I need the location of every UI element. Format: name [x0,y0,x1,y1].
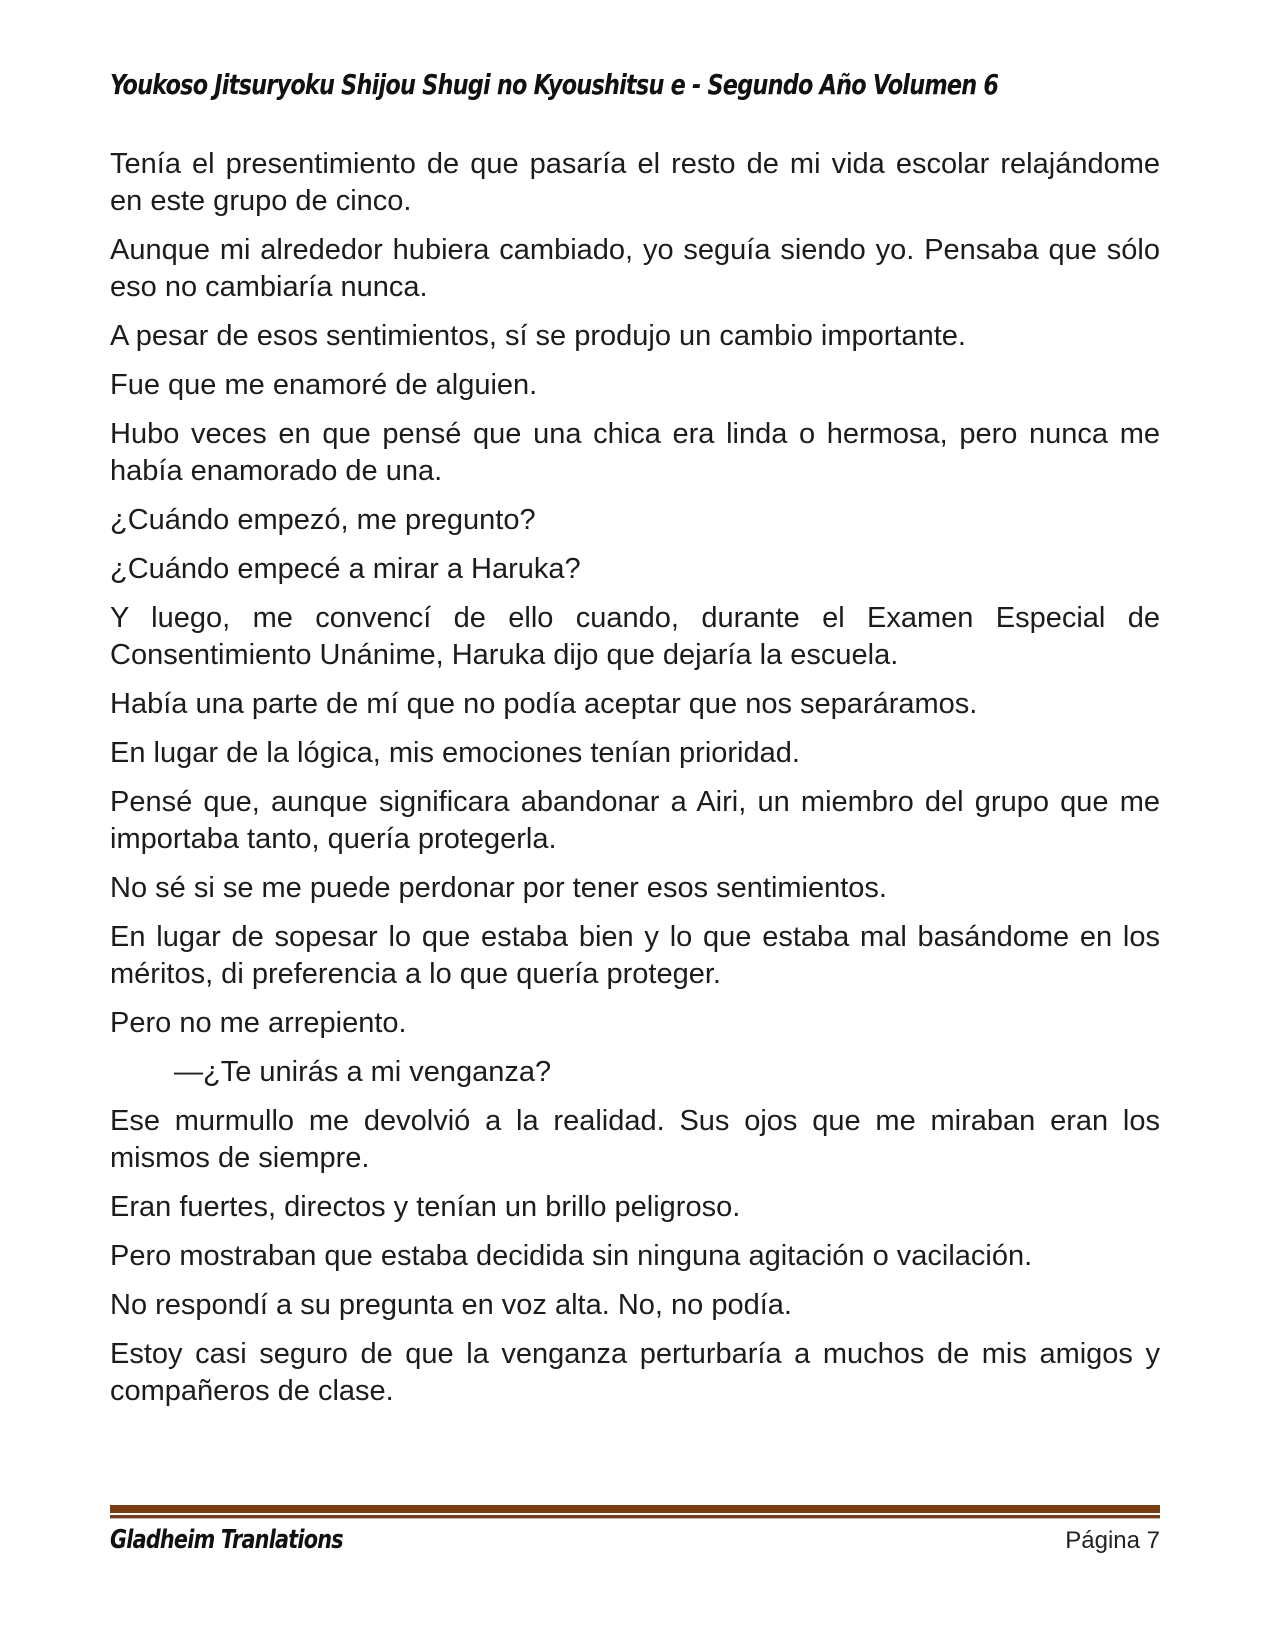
paragraph: Y luego, me convencí de ello cuando, durante el Examen Especial de Consentimiento Unánime, Haruka dijo que dejaría la escuela. [110,602,1160,671]
paragraph: Estoy casi seguro de que la venganza perturbaría a muchos de mis amigos y compañeros de clase. [110,1338,1160,1407]
paragraph: Pensé que, aunque significara abandonar a Airi, un miembro del grupo que me importaba tanto, quería protegerla. [110,786,1160,855]
paragraph: Pero mostraban que estaba decidida sin ninguna agitación o vacilación. [110,1240,1033,1272]
footer-row [110,1519,1160,1555]
paragraph-container [110,146,1160,1410]
footer-brand: Gladheim Tranlations [110,1525,343,1555]
paragraph: ¿Cuándo empecé a mirar a Haruka? [110,553,581,585]
paragraph: Fue que me enamoré de alguien. [110,369,538,401]
document-header [110,68,1160,101]
footer-rule [110,1505,1160,1519]
paragraph: En lugar de sopesar lo que estaba bien y lo que estaba mal basándome en los méritos, di preferencia a lo que quería proteger. [110,921,1160,990]
paragraph: En lugar de la lógica, mis emociones tenían prioridad. [110,737,800,769]
paragraph: No respondí a su pregunta en voz alta. No, no podía. [110,1289,792,1321]
paragraph: Hubo veces en que pensé que una chica era linda o hermosa, pero nunca me había enamorado de una. [110,418,1160,487]
paragraph: Eran fuertes, directos y tenían un brillo peligroso. [110,1191,741,1223]
paragraph: —¿Te unirás a mi venganza? [174,1056,552,1088]
document-body [110,146,1160,1422]
paragraph: No sé si se me puede perdonar por tener esos sentimientos. [110,872,887,904]
paragraph: Tenía el presentimiento de que pasaría el resto de mi vida escolar relajándome en este grupo de cinco. [110,148,1160,217]
footer-rule-thick-stripe [110,1505,1160,1513]
footer-page-number: Página 7 [1065,1527,1160,1554]
paragraph: A pesar de esos sentimientos, sí se produjo un cambio importante. [110,320,966,352]
paragraph: Ese murmullo me devolvió a la realidad. Sus ojos que me miraban eran los mismos de siempre. [110,1105,1160,1174]
paragraph: Aunque mi alrededor hubiera cambiado, yo seguía siendo yo. Pensaba que sólo eso no cambiaría nunca. [110,234,1160,303]
paragraph: Pero no me arrepiento. [110,1007,407,1039]
paragraph: ¿Cuándo empezó, me pregunto? [110,504,536,536]
paragraph: Había una parte de mí que no podía aceptar que nos separáramos. [110,688,978,720]
document-header-title: Youkoso Jitsuryoku Shijou Shugi no Kyoushitsu e - Segundo Año Volumen 6 [110,68,999,101]
document-footer [110,1505,1160,1555]
